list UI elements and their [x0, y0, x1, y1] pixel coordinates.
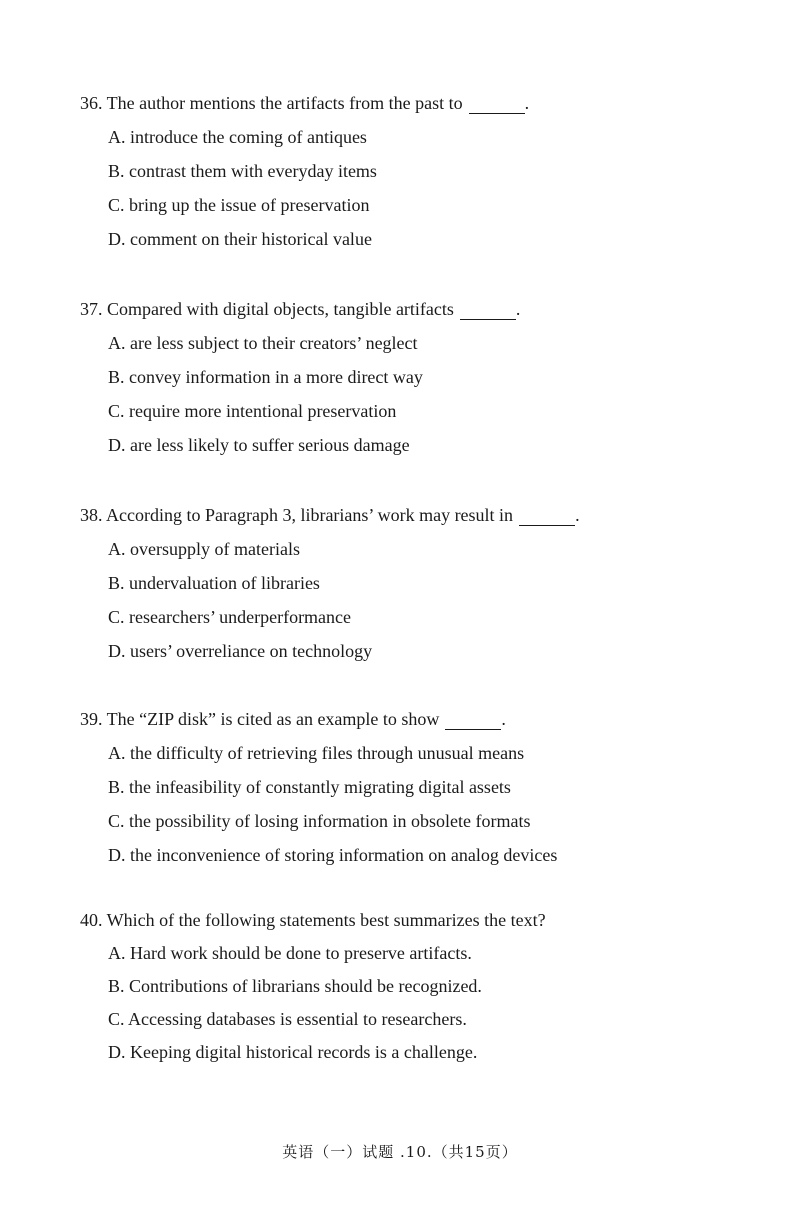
question-38	[80, 503, 760, 663]
question-stem: 36. The author mentions the artifacts from the past to .	[80, 93, 530, 113]
option-a: A. the difficulty of retrieving files through unusual means	[108, 743, 525, 763]
option-c: C. researchers’ underperformance	[108, 607, 352, 627]
answer-blank	[460, 301, 516, 320]
option-c: C. Accessing databases is essential to researchers.	[108, 1009, 467, 1029]
option-a: A. are less subject to their creators’ neglect	[108, 333, 418, 353]
answer-blank	[519, 507, 575, 526]
option-d: D. Keeping digital historical records is a challenge.	[108, 1042, 478, 1062]
question-stem: 39. The “ZIP disk” is cited as an example to show .	[80, 709, 506, 729]
option-a: A. oversupply of materials	[108, 539, 300, 559]
option-b: B. the infeasibility of constantly migrating digital assets	[108, 777, 511, 797]
option-d: D. are less likely to suffer serious damage	[108, 435, 410, 455]
option-c: C. bring up the issue of preservation	[108, 195, 370, 215]
option-b: B. convey information in a more direct way	[108, 367, 423, 387]
question-stem: 40. Which of the following statements best summarizes the text?	[80, 910, 546, 930]
option-b: B. undervaluation of libraries	[108, 573, 320, 593]
option-b: B. contrast them with everyday items	[108, 161, 377, 181]
question-stem: 38. According to Paragraph 3, librarians’ work may result in .	[80, 505, 580, 525]
question-39	[80, 707, 760, 867]
option-a: A. introduce the coming of antiques	[108, 127, 367, 147]
option-c: C. the possibility of losing information in obsolete formats	[108, 811, 531, 831]
option-d: D. comment on their historical value	[108, 229, 372, 249]
option-a: A. Hard work should be done to preserve artifacts.	[108, 943, 472, 963]
page-footer: 英语（一）试题 .10.（共15页）	[282, 1143, 518, 1161]
option-d: D. users’ overreliance on technology	[108, 641, 373, 661]
question-40	[80, 908, 760, 1064]
answer-blank	[445, 711, 501, 730]
option-c: C. require more intentional preservation	[108, 401, 397, 421]
question-stem: 37. Compared with digital objects, tangible artifacts .	[80, 299, 521, 319]
option-d: D. the inconvenience of storing information on analog devices	[108, 845, 558, 865]
question-37	[80, 297, 760, 457]
option-b: B. Contributions of librarians should be recognized.	[108, 976, 482, 996]
answer-blank	[469, 95, 525, 114]
question-36	[80, 91, 760, 251]
